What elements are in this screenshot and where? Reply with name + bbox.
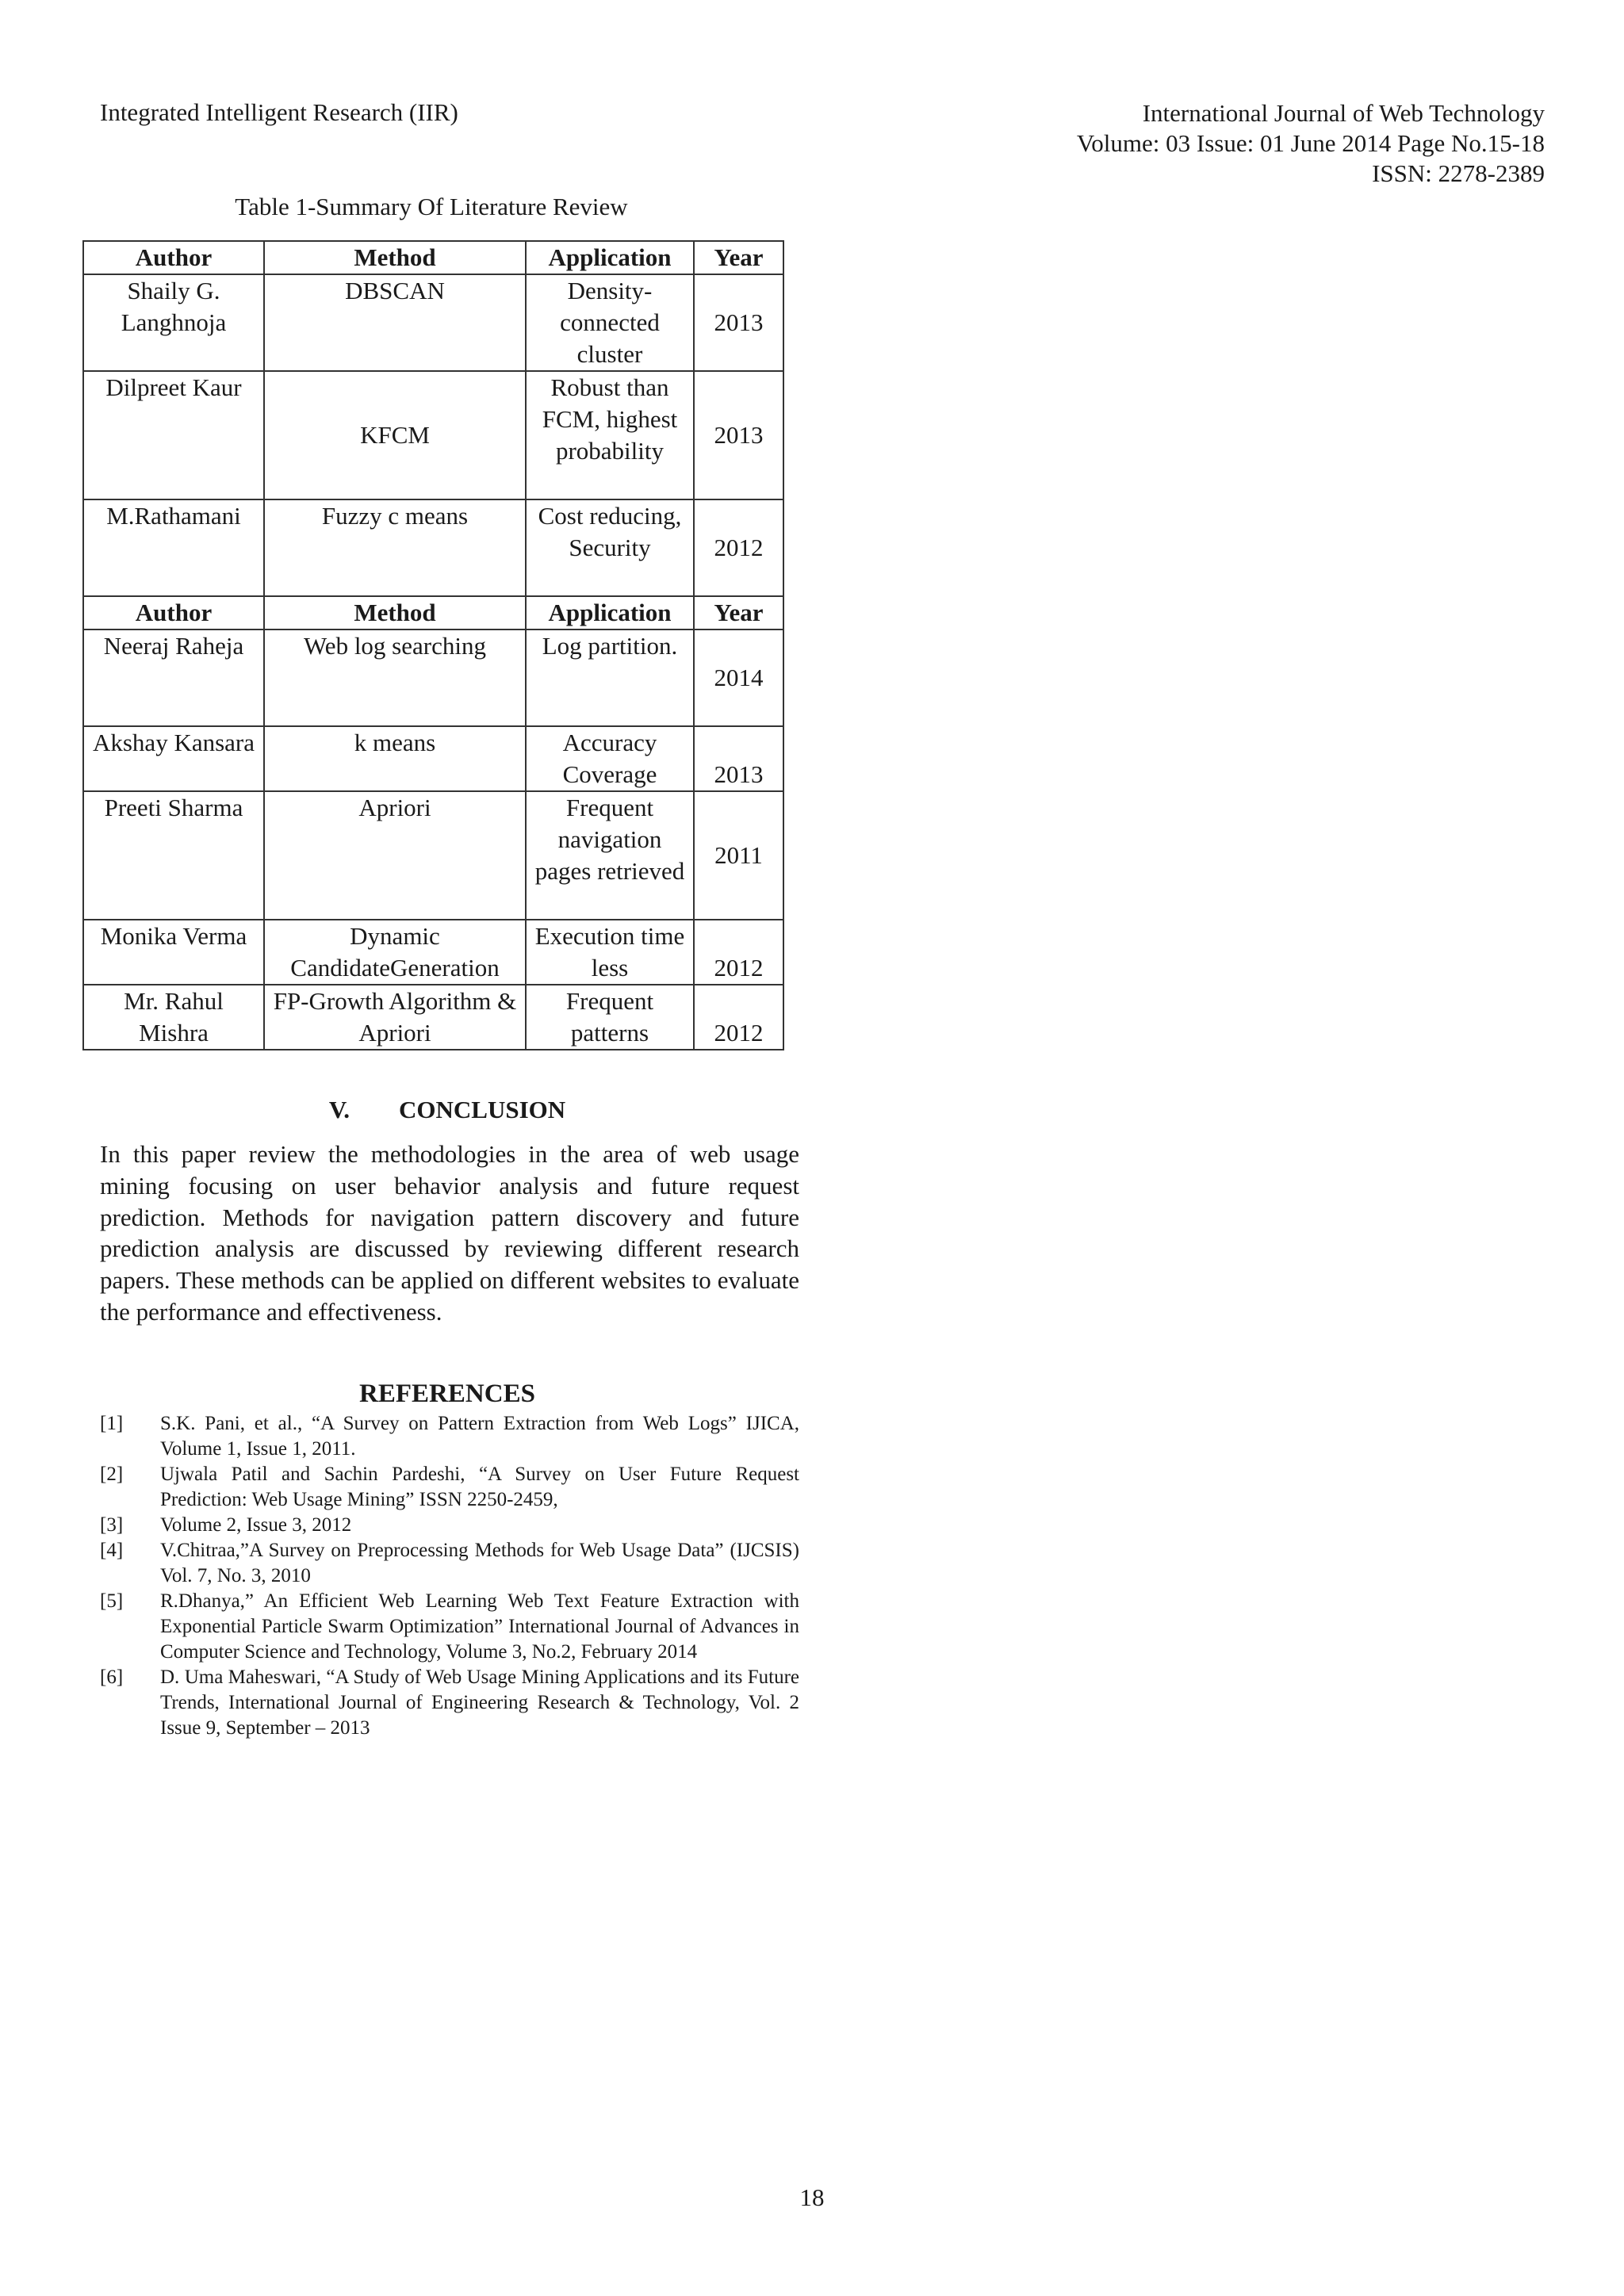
journal-issn: ISSN: 2278-2389 — [1372, 159, 1545, 187]
cell-year: 2012 — [694, 499, 783, 596]
header-method: Method — [264, 596, 526, 629]
page-number: 18 — [799, 2183, 825, 2211]
cell-method: KFCM — [264, 371, 526, 499]
header-application: Application — [526, 241, 694, 274]
conclusion-paragraph: In this paper review the methodologies in the area of web usage mining focusing on user behavior analysis and future request prediction. Methods for navigation pattern discovery and future prediction analysis are discussed by reviewing different research papers. These methods can be applied on different websites to evaluate the performance and effectiveness. — [100, 1140, 799, 1326]
cell-author: M.Rathamani — [83, 499, 264, 596]
cell-application: Density-connected cluster — [526, 274, 694, 371]
header-author: Author — [83, 241, 264, 274]
section-heading-conclusion — [82, 1096, 812, 1124]
table-header-row-repeat — [83, 596, 783, 629]
cell-application: Accuracy Coverage — [526, 726, 694, 791]
cell-author: Akshay Kansara — [83, 726, 264, 791]
cell-year: 2012 — [694, 985, 783, 1050]
table-row — [83, 371, 783, 499]
table-row — [83, 499, 783, 596]
cell-method: k means — [264, 726, 526, 791]
cell-method: Apriori — [264, 791, 526, 920]
cell-method: Dynamic CandidateGeneration — [264, 920, 526, 985]
header-author: Author — [83, 596, 264, 629]
reference-text: R.Dhanya,” An Efficient Web Learning Web Text Feature Extraction with Exponential Particle Swarm Optimization” International Journal of Advances in Computer Science and Technology, Volume 3, No.2, February 2014 — [160, 1590, 799, 1663]
table-header-row — [83, 241, 783, 274]
cell-application: Frequent navigation pages retrieved — [526, 791, 694, 920]
reference-text: S.K. Pani, et al., “A Survey on Pattern Extraction from Web Logs” IJICA, Volume 1, Issue 1, 2011. — [160, 1413, 799, 1460]
cell-author: Neeraj Raheja — [83, 629, 264, 726]
cell-application: Frequent patterns — [526, 985, 694, 1050]
cell-author: Monika Verma — [83, 920, 264, 985]
cell-year: 2013 — [694, 726, 783, 791]
references-list — [100, 1411, 799, 1741]
cell-method: Web log searching — [264, 629, 526, 726]
section-title: CONCLUSION — [399, 1096, 566, 1123]
reference-text: Volume 2, Issue 3, 2012 — [160, 1514, 352, 1536]
cell-author: Mr. Rahul Mishra — [83, 985, 264, 1050]
journal-info — [1077, 98, 1545, 189]
reference-text: Ujwala Patil and Sachin Pardeshi, “A Survey on User Future Request Prediction: Web Usage Mining” ISSN 2250-2459, — [160, 1464, 799, 1510]
header-year: Year — [694, 596, 783, 629]
section-number: V. — [328, 1096, 350, 1123]
table-row — [83, 791, 783, 920]
reference-item — [100, 1589, 799, 1665]
literature-review-table — [82, 240, 784, 1050]
reference-number: [5] — [100, 1590, 124, 1612]
cell-year: 2014 — [694, 629, 783, 726]
cell-year: 2011 — [694, 791, 783, 920]
cell-year: 2012 — [694, 920, 783, 985]
reference-text: D. Uma Maheswari, “A Study of Web Usage Mining Applications and its Future Trends, International Journal of Engineering Research & Technology, Vol. 2 Issue 9, September – 2013 — [160, 1667, 799, 1739]
cell-application: Robust than FCM, highest probability — [526, 371, 694, 499]
cell-method: DBSCAN — [264, 274, 526, 371]
table-row — [83, 274, 783, 371]
header-method: Method — [264, 241, 526, 274]
reference-item — [100, 1411, 799, 1462]
cell-author: Shaily G. Langhnoja — [83, 274, 264, 371]
reference-number: [4] — [100, 1540, 124, 1561]
header-year: Year — [694, 241, 783, 274]
reference-number: [6] — [100, 1667, 124, 1688]
cell-year: 2013 — [694, 274, 783, 371]
reference-number: [3] — [100, 1514, 124, 1536]
cell-author: Dilpreet Kaur — [83, 371, 264, 499]
journal-name: International Journal of Web Technology — [1142, 99, 1545, 127]
reference-item — [100, 1538, 799, 1589]
table-row — [83, 985, 783, 1050]
journal-volume-issue: Volume: 03 Issue: 01 June 2014 Page No.15-18 — [1076, 129, 1545, 157]
table-caption: Table 1-Summary Of Literature Review — [235, 193, 628, 220]
reference-item — [100, 1462, 799, 1513]
reference-text: V.Chitraa,”A Survey on Preprocessing Methods for Web Usage Data” (IJCSIS) Vol. 7, No. 3, 2010 — [160, 1540, 799, 1586]
table-row — [83, 920, 783, 985]
cell-author: Preeti Sharma — [83, 791, 264, 920]
cell-application: Cost reducing, Security — [526, 499, 694, 596]
reference-item — [100, 1665, 799, 1741]
cell-application: Log partition. — [526, 629, 694, 726]
cell-method: Fuzzy c means — [264, 499, 526, 596]
reference-number: [2] — [100, 1464, 124, 1485]
reference-number: [1] — [100, 1413, 124, 1434]
cell-method: FP-Growth Algorithm & Apriori — [264, 985, 526, 1050]
table-row — [83, 629, 783, 726]
header-application: Application — [526, 596, 694, 629]
reference-item — [100, 1513, 799, 1538]
journal-publisher: Integrated Intelligent Research (IIR) — [100, 98, 458, 126]
table-row — [83, 726, 783, 791]
cell-year: 2013 — [694, 371, 783, 499]
references-heading: REFERENCES — [359, 1380, 535, 1408]
cell-application: Execution time less — [526, 920, 694, 985]
